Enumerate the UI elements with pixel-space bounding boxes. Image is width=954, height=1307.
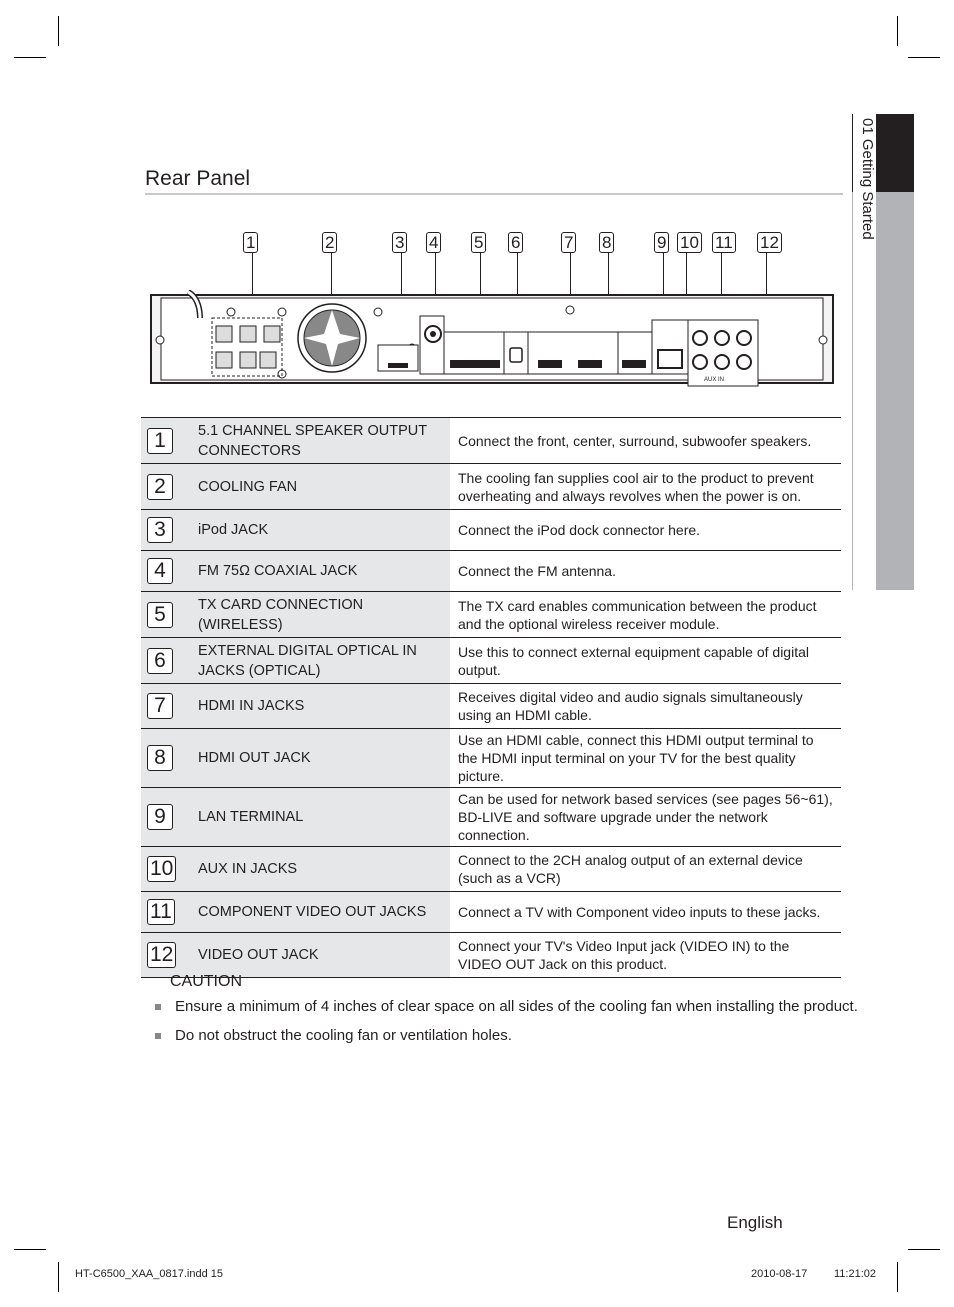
- row-number: 3: [147, 517, 173, 543]
- row-number: 1: [147, 428, 173, 454]
- row-number: 8: [147, 745, 173, 771]
- row-number-cell: [141, 847, 196, 892]
- spec-row: [141, 418, 841, 464]
- spec-row: [141, 592, 841, 638]
- callout-5: 5: [471, 232, 486, 253]
- row-number-cell: [141, 510, 196, 551]
- row-name: TX CARD CONNECTION (WIRELESS): [196, 592, 450, 638]
- row-number: 11: [147, 899, 175, 925]
- crop-mark: [14, 1249, 46, 1250]
- crop-mark: [908, 57, 940, 58]
- callout-11: 11: [712, 232, 736, 253]
- caution-item: Ensure a minimum of 4 inches of clear space on all sides of the cooling fan when installing the product.: [155, 998, 858, 1015]
- callout-7: 7: [561, 232, 576, 253]
- row-description: Connect to the 2CH analog output of an external device (such as a VCR): [450, 847, 841, 892]
- row-number-cell: [141, 592, 196, 638]
- rear-panel-diagram: [148, 290, 838, 396]
- row-name: COOLING FAN: [196, 464, 450, 510]
- row-name: COMPONENT VIDEO OUT JACKS: [196, 892, 450, 933]
- row-number: 9: [147, 804, 173, 830]
- row-description: Connect your TV's Video Input jack (VIDEO IN) to the VIDEO OUT Jack on this product.: [450, 933, 841, 978]
- footer-file: HT-C6500_XAA_0817.indd 15: [75, 1268, 223, 1280]
- row-number-cell: [141, 933, 196, 978]
- row-number-cell: [141, 684, 196, 729]
- spec-row: [141, 729, 841, 788]
- callout-12: 12: [757, 232, 782, 253]
- row-description: Connect the iPod dock connector here.: [450, 510, 841, 551]
- callout-6: 6: [508, 232, 523, 253]
- footer-time: 11:21:02: [834, 1268, 877, 1280]
- row-name: AUX IN JACKS: [196, 847, 450, 892]
- crop-mark: [897, 16, 898, 46]
- spec-row: [141, 847, 841, 892]
- row-name: FM 75Ω COAXIAL JACK: [196, 551, 450, 592]
- spec-row: [141, 551, 841, 592]
- row-description: The TX card enables communication between the product and the optional wireless receiver module.: [450, 592, 841, 638]
- chapter-tab-label: 01 Getting Started: [859, 118, 876, 240]
- spec-row: [141, 464, 841, 510]
- spec-row: [141, 684, 841, 729]
- row-description: Connect a TV with Component video inputs to these jacks.: [450, 892, 841, 933]
- row-number: 6: [147, 648, 173, 674]
- row-description: Connect the FM antenna.: [450, 551, 841, 592]
- spec-table: [141, 417, 841, 978]
- crop-mark: [908, 1249, 940, 1250]
- row-name: 5.1 CHANNEL SPEAKER OUTPUT CONNECTORS: [196, 418, 450, 464]
- footer-date: 2010-08-17: [751, 1268, 808, 1280]
- row-name: LAN TERMINAL: [196, 788, 450, 847]
- caution-title: CAUTION: [170, 973, 242, 990]
- row-name: EXTERNAL DIGITAL OPTICAL IN JACKS (OPTICAL): [196, 638, 450, 684]
- row-number-cell: [141, 551, 196, 592]
- aux-in-label: AUX IN: [704, 377, 725, 383]
- fm-jack-icon: [420, 316, 444, 374]
- title-rule: [145, 193, 843, 195]
- cooling-fan-icon: [298, 304, 366, 372]
- row-name: HDMI OUT JACK: [196, 729, 450, 788]
- callout-2: 2: [322, 232, 337, 253]
- row-number: 4: [147, 558, 173, 584]
- callout-1: 1: [243, 232, 258, 253]
- spec-row: [141, 638, 841, 684]
- row-description: Receives digital video and audio signals simultaneously using an HDMI cable.: [450, 684, 841, 729]
- row-name: HDMI IN JACKS: [196, 684, 450, 729]
- row-number-cell: [141, 638, 196, 684]
- spec-row: [141, 892, 841, 933]
- row-description: Use an HDMI cable, connect this HDMI output terminal to the HDMI input terminal on your TV for the best quality picture.: [450, 729, 841, 788]
- bullet-icon: [155, 1004, 161, 1010]
- callout-3: 3: [392, 232, 407, 253]
- spec-row: [141, 788, 841, 847]
- row-number-cell: [141, 418, 196, 464]
- caution-item: Do not obstruct the cooling fan or ventilation holes.: [155, 1027, 512, 1044]
- row-description: Can be used for network based services (see pages 56~61), BD-LIVE and software upgrade under the network connection.: [450, 788, 841, 847]
- bullet-icon: [155, 1033, 161, 1039]
- row-number: 10: [147, 856, 176, 882]
- row-description: The cooling fan supplies cool air to the product to prevent overheating and always revolves when the power is on.: [450, 464, 841, 510]
- spec-row: [141, 933, 841, 978]
- crop-mark: [897, 1262, 898, 1292]
- row-name: VIDEO OUT JACK: [196, 933, 450, 978]
- row-number-cell: [141, 464, 196, 510]
- section-title: Rear Panel: [145, 167, 251, 190]
- row-description: Connect the front, center, surround, subwoofer speakers.: [450, 418, 841, 464]
- spec-row: [141, 510, 841, 551]
- crop-mark: [14, 57, 46, 58]
- row-number: 7: [147, 693, 173, 719]
- row-number: 12: [147, 942, 176, 968]
- footer-language: English: [727, 1213, 783, 1232]
- callout-4: 4: [426, 232, 441, 253]
- row-number: 5: [147, 602, 173, 628]
- crop-mark: [58, 16, 59, 46]
- row-number-cell: [141, 788, 196, 847]
- row-name: iPod JACK: [196, 510, 450, 551]
- row-description: Use this to connect external equipment capable of digital output.: [450, 638, 841, 684]
- row-number-cell: [141, 729, 196, 788]
- callout-10: 10: [677, 232, 702, 253]
- crop-mark: [58, 1262, 59, 1292]
- row-number: 2: [147, 474, 173, 500]
- callout-8: 8: [599, 232, 614, 253]
- callout-9: 9: [654, 232, 669, 253]
- row-number-cell: [141, 892, 196, 933]
